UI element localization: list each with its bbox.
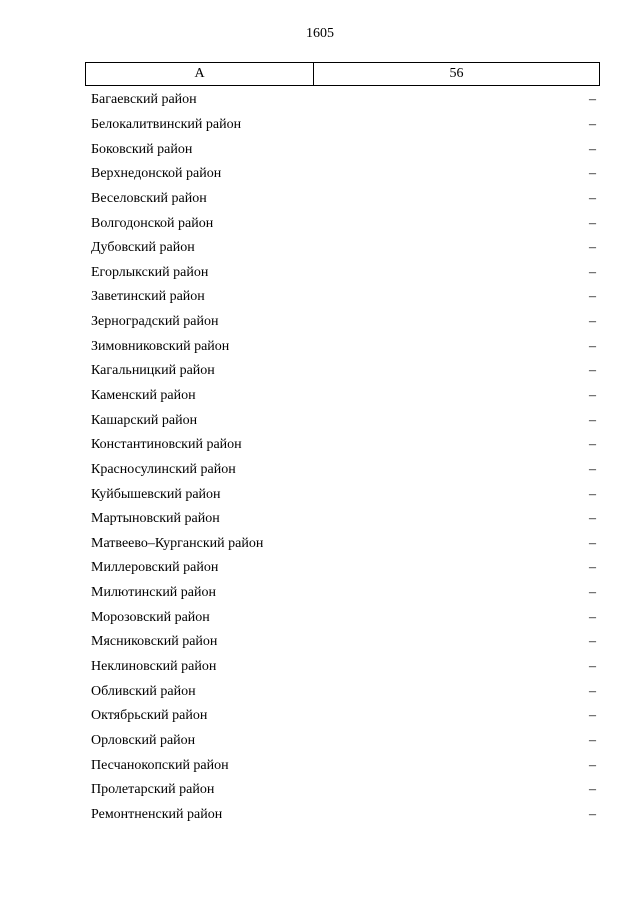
table-row	[91, 334, 596, 359]
district-value: –	[589, 511, 596, 527]
header-col-a: А	[86, 63, 314, 85]
table-row	[91, 408, 596, 433]
district-value: –	[589, 585, 596, 601]
table-row	[91, 458, 596, 483]
district-name: Орловский район	[91, 732, 196, 748]
district-name: Куйбышевский район	[91, 486, 221, 502]
table-row	[91, 655, 596, 680]
district-value: –	[589, 141, 596, 157]
district-value: –	[589, 708, 596, 724]
table-row	[91, 704, 596, 729]
district-value: –	[589, 806, 596, 822]
district-name: Красносулинский район	[91, 461, 236, 477]
district-name: Константиновский район	[91, 437, 242, 453]
district-name: Волгодонской район	[91, 215, 214, 231]
district-value: –	[589, 560, 596, 576]
district-list	[91, 88, 596, 827]
district-value: –	[589, 732, 596, 748]
table-row	[91, 581, 596, 606]
district-value: –	[589, 412, 596, 428]
table-row	[91, 187, 596, 212]
district-value: –	[589, 634, 596, 650]
district-name: Зерноградский район	[91, 314, 219, 330]
table-row	[91, 507, 596, 532]
table-row	[91, 556, 596, 581]
district-name: Каменский район	[91, 388, 196, 403]
district-name: Матвеево–Курганский район	[91, 535, 264, 551]
table-row	[91, 260, 596, 285]
district-value: –	[589, 92, 596, 108]
district-value: –	[589, 388, 596, 403]
table-row	[91, 729, 596, 754]
district-name: Мясниковский район	[91, 634, 218, 650]
table-row	[91, 359, 596, 384]
district-name: Милютинский район	[91, 585, 217, 601]
district-name: Белокалитвинский район	[91, 116, 242, 132]
district-name: Веселовский район	[91, 190, 207, 206]
district-value: –	[589, 289, 596, 305]
district-name: Кашарский район	[91, 412, 198, 428]
district-value: –	[589, 338, 596, 354]
table-row	[91, 753, 596, 778]
district-value: –	[589, 782, 596, 798]
district-name: Багаевский район	[91, 92, 197, 108]
district-name: Октябрьский район	[91, 708, 208, 724]
table-row	[91, 236, 596, 261]
table-row	[91, 113, 596, 138]
district-name: Заветинский район	[91, 289, 205, 305]
district-name: Боковский район	[91, 141, 193, 157]
district-value: –	[589, 535, 596, 551]
district-name: Пролетарский район	[91, 782, 215, 798]
district-name: Зимовниковский район	[91, 338, 230, 354]
district-value: –	[589, 116, 596, 132]
table-row	[91, 803, 596, 828]
table-row	[91, 310, 596, 335]
table-row	[91, 778, 596, 803]
table-row	[91, 88, 596, 113]
district-name: Егорлыкский район	[91, 264, 209, 280]
district-value: –	[589, 166, 596, 182]
district-value: –	[589, 609, 596, 625]
district-name: Верхнедонской район	[91, 166, 222, 182]
district-name: Кагальницкий район	[91, 363, 215, 379]
district-value: –	[589, 264, 596, 280]
district-name: Миллеровский район	[91, 560, 219, 576]
district-value: –	[589, 314, 596, 330]
district-value: –	[589, 461, 596, 477]
district-name: Морозовский район	[91, 609, 210, 625]
table-row	[91, 605, 596, 630]
table-row	[91, 285, 596, 310]
district-name: Ремонтненский район	[91, 806, 223, 822]
district-value: –	[589, 659, 596, 675]
table-header	[85, 62, 600, 86]
district-name: Обливский район	[91, 683, 196, 699]
district-name: Песчанокопский район	[91, 757, 229, 773]
district-value: –	[589, 683, 596, 699]
district-value: –	[589, 240, 596, 256]
district-value: –	[589, 486, 596, 502]
table-row	[91, 211, 596, 236]
district-value: –	[589, 437, 596, 453]
table-row	[91, 162, 596, 187]
district-value: –	[589, 215, 596, 231]
district-name: Дубовский район	[91, 240, 195, 256]
table-row	[91, 482, 596, 507]
district-value: –	[589, 190, 596, 206]
district-value: –	[589, 363, 596, 379]
table-row	[91, 532, 596, 557]
district-name: Мартыновский район	[91, 511, 220, 527]
page-number: 1605	[306, 26, 334, 41]
district-value: –	[589, 757, 596, 773]
table-row	[91, 433, 596, 458]
district-name: Неклиновский район	[91, 659, 217, 675]
header-col-b: 56	[449, 66, 464, 81]
table-row	[91, 137, 596, 162]
table-row	[91, 679, 596, 704]
table-row	[91, 384, 596, 409]
table-row	[91, 630, 596, 655]
